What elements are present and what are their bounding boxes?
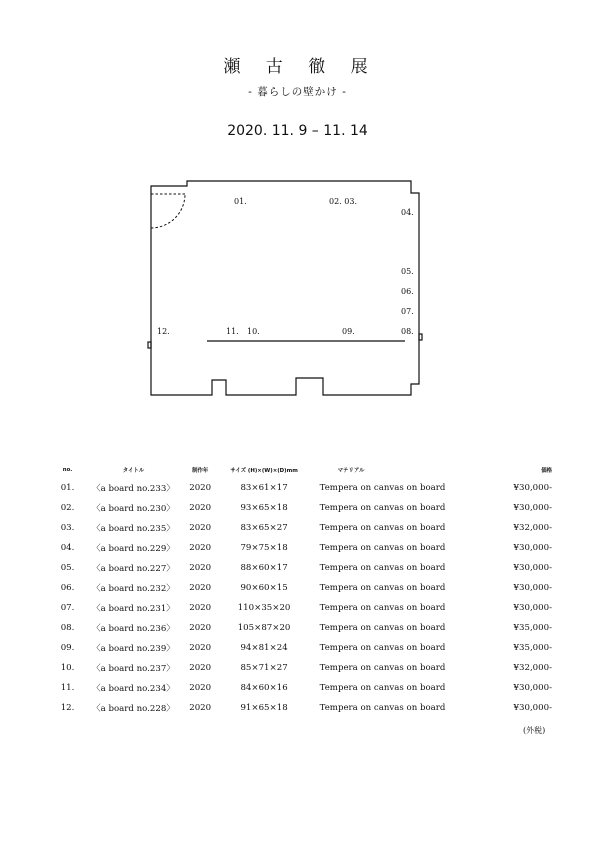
cell-no: 02. xyxy=(60,503,75,513)
cell-year: 2020 xyxy=(189,703,212,713)
table-row xyxy=(50,678,560,698)
table-row xyxy=(50,598,560,618)
cell-no: 01. xyxy=(60,483,75,493)
cell-price: ¥32,000- xyxy=(513,523,552,533)
header-no: no. xyxy=(62,467,73,473)
plan-label-06: 06. xyxy=(401,287,414,296)
table-header-row xyxy=(50,462,560,478)
cell-material: Tempera on canvas on board xyxy=(319,623,446,633)
cell-price: ¥30,000- xyxy=(513,583,552,593)
cell-title: 〈a board no.234〉 xyxy=(92,684,175,694)
exhibition-dates: 2020. 11. 9 – 11. 14 xyxy=(227,123,368,139)
cell-price: ¥32,000- xyxy=(513,663,552,673)
cell-no: 12. xyxy=(60,703,75,713)
cell-year: 2020 xyxy=(189,503,212,513)
plan-label-10: 10. xyxy=(247,327,260,336)
cell-no: 09. xyxy=(60,643,75,653)
exhibition-title: 瀬 古 徹 展 xyxy=(223,57,378,77)
cell-no: 06. xyxy=(60,583,75,593)
plan-label-04: 04. xyxy=(401,208,414,217)
header-material: マテリアル xyxy=(337,468,365,474)
cell-year: 2020 xyxy=(189,523,212,533)
cell-material: Tempera on canvas on board xyxy=(319,543,446,553)
cell-no: 05. xyxy=(60,563,75,573)
cell-size: 85×71×27 xyxy=(240,663,288,673)
cell-size: 110×35×20 xyxy=(237,603,291,613)
cell-title: 〈a board no.227〉 xyxy=(92,564,175,574)
table-row xyxy=(50,658,560,678)
cell-year: 2020 xyxy=(189,543,212,553)
cell-title: 〈a board no.231〉 xyxy=(92,604,175,614)
cell-material: Tempera on canvas on board xyxy=(319,603,446,613)
cell-title: 〈a board no.233〉 xyxy=(92,484,175,494)
table-row xyxy=(50,478,560,498)
plan-label-01: 01. xyxy=(234,197,247,206)
cell-material: Tempera on canvas on board xyxy=(319,703,446,713)
cell-no: 11. xyxy=(60,683,75,693)
cell-material: Tempera on canvas on board xyxy=(319,643,446,653)
table-row xyxy=(50,578,560,598)
cell-material: Tempera on canvas on board xyxy=(319,483,446,493)
floor-plan xyxy=(0,0,595,420)
cell-year: 2020 xyxy=(189,583,212,593)
cell-size: 83×65×27 xyxy=(240,523,288,533)
table-row xyxy=(50,638,560,658)
cell-size: 93×65×18 xyxy=(240,503,288,513)
table-row xyxy=(50,698,560,718)
plan-label-07: 07. xyxy=(401,307,414,316)
table-row xyxy=(50,558,560,578)
header-year: 制作年 xyxy=(192,468,209,474)
cell-price: ¥30,000- xyxy=(513,543,552,553)
table-row xyxy=(50,498,560,518)
cell-size: 94×81×24 xyxy=(240,643,288,653)
table-row xyxy=(50,538,560,558)
cell-title: 〈a board no.239〉 xyxy=(92,644,175,654)
cell-title: 〈a board no.228〉 xyxy=(92,704,175,714)
plan-label-12: 12. xyxy=(157,327,170,336)
cell-title: 〈a board no.235〉 xyxy=(92,524,175,534)
plan-label-08: 08. xyxy=(401,327,414,336)
cell-no: 03. xyxy=(60,523,75,533)
cell-price: ¥30,000- xyxy=(513,703,552,713)
cell-title: 〈a board no.232〉 xyxy=(92,584,175,594)
cell-year: 2020 xyxy=(189,603,212,613)
cell-material: Tempera on canvas on board xyxy=(319,663,446,673)
table-row xyxy=(50,618,560,638)
cell-size: 79×75×18 xyxy=(240,543,288,553)
cell-no: 07. xyxy=(60,603,75,613)
table-row xyxy=(50,518,560,538)
cell-size: 105×87×20 xyxy=(237,623,291,633)
tax-note: (外税) xyxy=(523,726,546,735)
cell-size: 84×60×16 xyxy=(240,683,288,693)
cell-no: 08. xyxy=(60,623,75,633)
header-title: タイトル xyxy=(122,468,145,474)
cell-title: 〈a board no.236〉 xyxy=(92,624,175,634)
cell-material: Tempera on canvas on board xyxy=(319,523,446,533)
cell-no: 04. xyxy=(60,543,75,553)
cell-size: 91×65×18 xyxy=(240,703,288,713)
cell-price: ¥30,000- xyxy=(513,503,552,513)
cell-title: 〈a board no.229〉 xyxy=(92,544,175,554)
cell-price: ¥35,000- xyxy=(513,643,552,653)
cell-price: ¥30,000- xyxy=(513,603,552,613)
exhibition-subtitle: - 暮らしの壁かけ - xyxy=(248,86,347,98)
works-table xyxy=(50,462,560,718)
cell-year: 2020 xyxy=(189,643,212,653)
header-size: サイズ (H)×(W)×(D)mm xyxy=(230,468,298,474)
cell-year: 2020 xyxy=(189,623,212,633)
cell-year: 2020 xyxy=(189,683,212,693)
wall-jamb-marker-right xyxy=(419,334,422,340)
cell-year: 2020 xyxy=(189,663,212,673)
cell-size: 83×61×17 xyxy=(240,483,288,493)
plan-label-05: 05. xyxy=(401,267,414,276)
cell-title: 〈a board no.237〉 xyxy=(92,664,175,674)
wall-jamb-marker xyxy=(148,342,151,348)
cell-material: Tempera on canvas on board xyxy=(319,683,446,693)
cell-material: Tempera on canvas on board xyxy=(319,583,446,593)
cell-material: Tempera on canvas on board xyxy=(319,503,446,513)
cell-price: ¥35,000- xyxy=(513,623,552,633)
gallery-outline xyxy=(151,181,419,395)
cell-price: ¥30,000- xyxy=(513,563,552,573)
cell-year: 2020 xyxy=(189,563,212,573)
door-swing-arc xyxy=(151,194,185,228)
cell-price: ¥30,000- xyxy=(513,683,552,693)
cell-size: 88×60×17 xyxy=(240,563,288,573)
cell-title: 〈a board no.230〉 xyxy=(92,504,175,514)
cell-year: 2020 xyxy=(189,483,212,493)
plan-label-02-03: 02. 03. xyxy=(329,197,357,206)
cell-price: ¥30,000- xyxy=(513,483,552,493)
header-price: 価格 xyxy=(541,468,552,474)
cell-material: Tempera on canvas on board xyxy=(319,563,446,573)
plan-label-09: 09. xyxy=(342,327,355,336)
cell-size: 90×60×15 xyxy=(240,583,288,593)
cell-no: 10. xyxy=(60,663,75,673)
plan-label-11: 11. xyxy=(226,327,239,336)
